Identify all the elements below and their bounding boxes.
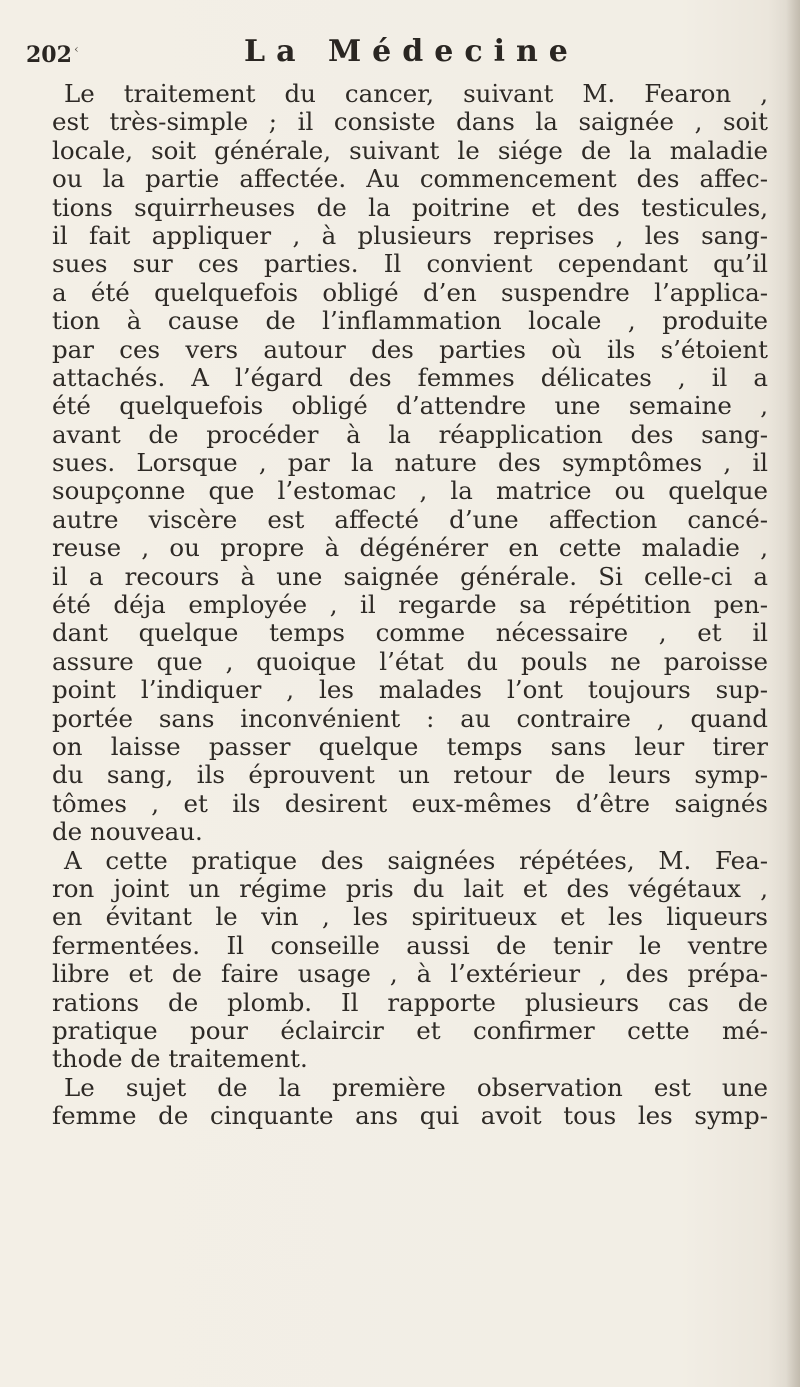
text-line: portée sans inconvénient : au contraire , quand (52, 704, 768, 733)
text-line: en évitant le vin , les spiritueux et les liqueurs (52, 903, 768, 932)
text-line: du sang, ils éprouvent un retour de leurs symp- (52, 761, 768, 790)
text-line: été quelquefois obligé d’attendre une semaine , (52, 392, 768, 421)
text-line: été déja employée , il regarde sa répétition pen- (52, 591, 768, 620)
text-line: ou la partie affectée. Au commencement des affec- (52, 165, 768, 194)
running-title: La Médecine (244, 34, 579, 69)
page-header (26, 34, 786, 74)
text-line: de nouveau. (52, 818, 203, 847)
text-line: libre et de faire usage , à l’extérieur , des prépa- (52, 960, 768, 989)
text-line: assure que , quoique l’état du pouls ne paroisse (52, 647, 768, 676)
text-line: sues sur ces parties. Il convient cependant qu’il (52, 250, 768, 279)
text-line: tômes , et ils desirent eux-mêmes d’être saignés (52, 789, 768, 818)
page-edge-shadow (786, 0, 800, 1387)
margin-mark: ‹ (74, 42, 79, 56)
text-line: avant de procéder à la réapplication des sang- (52, 420, 768, 449)
body-text (52, 80, 768, 1130)
text-line: soupçonne que l’estomac , la matrice ou quelque (52, 477, 768, 506)
text-line: par ces vers autour des parties où ils s’étoient (52, 335, 768, 364)
text-line: dant quelque temps comme nécessaire , et il (52, 619, 768, 648)
text-line: autre viscère est affecté d’une affection cancé- (52, 505, 768, 534)
text-line: ron joint un régime pris du lait et des végétaux , (52, 874, 768, 903)
text-line: a été quelquefois obligé d’en suspendre l’applica- (52, 278, 768, 307)
text-line: Le sujet de la première observation est une (64, 1073, 768, 1102)
page-number: 202 (26, 42, 72, 68)
text-line: pratique pour éclaircir et confirmer cette mé- (52, 1016, 768, 1045)
text-line: on laisse passer quelque temps sans leur tirer (52, 732, 768, 761)
text-line: reuse , ou propre à dégénérer en cette maladie , (52, 534, 768, 563)
text-line: A cette pratique des saignées répétées, M. Fea- (64, 846, 768, 875)
text-line: il a recours à une saignée générale. Si celle-ci a (52, 562, 768, 591)
text-line: attachés. A l’égard des femmes délicates , il a (52, 363, 768, 392)
text-line: femme de cinquante ans qui avoit tous les symp- (52, 1102, 768, 1131)
text-line: tions squirrheuses de la poitrine et des testicules, (52, 193, 768, 222)
text-line: locale, soit générale, suivant le siége de la maladie (52, 136, 768, 165)
text-line: rations de plomb. Il rapporte plusieurs cas de (52, 988, 768, 1017)
text-line: fermentées. Il conseille aussi de tenir le ventre (52, 931, 768, 960)
text-line: tion à cause de l’inflammation locale , produite (52, 307, 768, 336)
text-line: point l’indiquer , les malades l’ont toujours sup- (52, 676, 768, 705)
text-line: est très-simple ; il consiste dans la saignée , soit (52, 108, 768, 137)
text-line: Le traitement du cancer, suivant M. Fearon , (64, 80, 768, 108)
text-line: thode de traitement. (52, 1045, 308, 1074)
text-line: sues. Lorsque , par la nature des symptômes , il (52, 449, 768, 478)
text-line: il fait appliquer , à plusieurs reprises , les sang- (52, 221, 768, 250)
